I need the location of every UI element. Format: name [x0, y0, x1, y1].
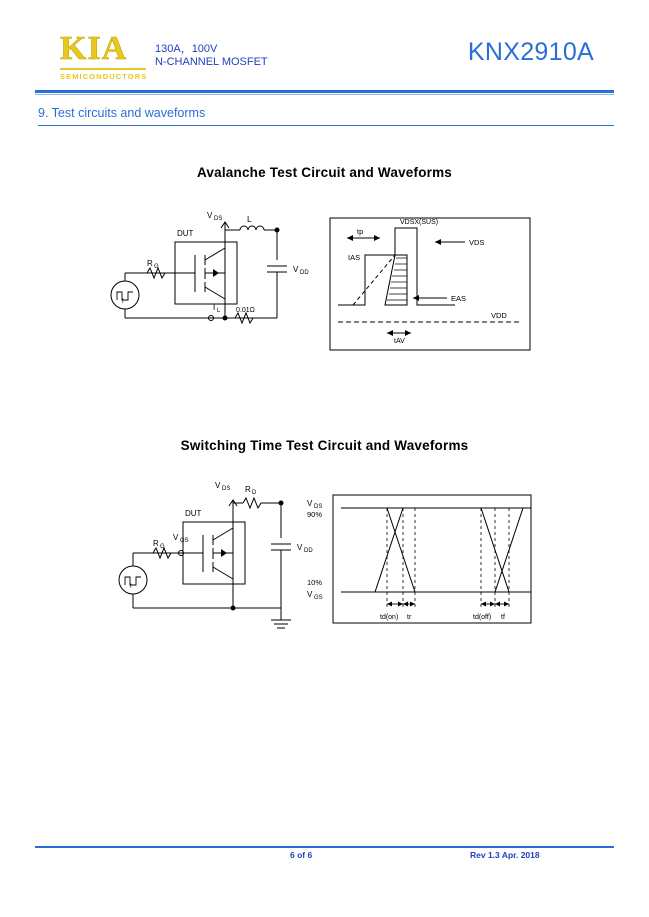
label-rd-sub: D	[252, 490, 257, 496]
label-rg-circuit2: R	[153, 539, 159, 548]
avalanche-figure-svg	[95, 200, 555, 375]
label-vdd-circuit1: V	[293, 265, 299, 274]
label-vdd-waveform1: VDD	[491, 311, 507, 320]
label-shunt-resistor: 0.01Ω	[236, 307, 255, 314]
label-vds-circuit2: V	[215, 481, 221, 490]
label-rd: R	[245, 485, 251, 494]
label-td-off: td(off)	[473, 614, 492, 621]
label-rg-circuit1: R	[147, 259, 153, 268]
label-rg-sub-circuit1: G	[154, 264, 159, 270]
label-dut-circuit1: DUT	[177, 229, 194, 238]
switching-figure	[95, 470, 555, 665]
header-divider	[35, 90, 614, 93]
label-10-percent: 10%	[307, 578, 323, 587]
label-vds-sub-circuit2: DS	[222, 486, 231, 492]
header-spec-device-type: N-CHANNEL MOSFET	[155, 56, 268, 68]
label-vgs-waveform2: V	[307, 590, 313, 599]
switching-figure-title: Switching Time Test Circuit and Waveforms	[180, 438, 469, 453]
header-part-number: KNX2910A	[467, 38, 594, 66]
avalanche-figure-title: Avalanche Test Circuit and Waveforms	[196, 165, 453, 180]
label-vgs-sub-waveform2: GS	[314, 595, 323, 601]
label-vdd-circuit2: V	[297, 543, 303, 552]
label-inductor: L	[247, 214, 252, 224]
kia-logo-subtext: SEMICONDUCTORS	[60, 72, 148, 81]
label-vdd-sub-circuit1: DD	[300, 270, 309, 276]
footer-page-number: 6 of 6	[290, 850, 313, 860]
logo-underline	[60, 68, 146, 70]
label-source-ip-circuit1: I	[122, 299, 124, 305]
label-vds-waveform1: VDS	[469, 238, 485, 247]
label-il-sub: L	[217, 308, 221, 314]
label-vbr-sus: VDSX(SUS)	[400, 219, 439, 226]
section-heading: 9. Test circuits and waveforms	[38, 106, 206, 120]
kia-logo: KIA	[60, 30, 128, 67]
footer-revision: Rev 1.3 Apr. 2018	[470, 850, 540, 860]
header-spec-current-voltage: 130A，100V	[155, 43, 218, 55]
label-90-percent: 90%	[307, 510, 323, 519]
label-il: I	[213, 303, 216, 312]
label-tr: tr	[407, 614, 412, 621]
label-vdd-sub-circuit2: DD	[304, 548, 313, 554]
page-header	[0, 0, 649, 96]
label-source-ip-circuit2: I	[130, 584, 132, 590]
label-vgs-sub-circuit2: GS	[180, 538, 189, 544]
avalanche-figure	[95, 200, 555, 375]
footer-divider	[35, 846, 614, 848]
label-tp: tp	[357, 227, 364, 236]
label-td-on: td(on)	[380, 614, 399, 621]
label-vds-waveform2: V	[307, 499, 313, 508]
label-tav: tAV	[394, 338, 405, 345]
header-divider-thin	[35, 94, 614, 95]
label-vds-sub-circuit1: DS	[214, 216, 223, 222]
label-ias: IAS	[348, 253, 361, 262]
label-dut-circuit2: DUT	[185, 509, 202, 518]
label-vds-circuit1: V	[207, 211, 213, 220]
section-divider	[38, 125, 614, 126]
label-eas: EAS	[451, 294, 467, 303]
label-vgs-circuit2: V	[173, 533, 179, 542]
label-rg-sub-circuit2: G	[160, 544, 165, 550]
label-tf: tf	[501, 614, 505, 621]
switching-figure-svg	[95, 470, 555, 665]
label-vds-sub-waveform2: DS	[314, 504, 323, 510]
